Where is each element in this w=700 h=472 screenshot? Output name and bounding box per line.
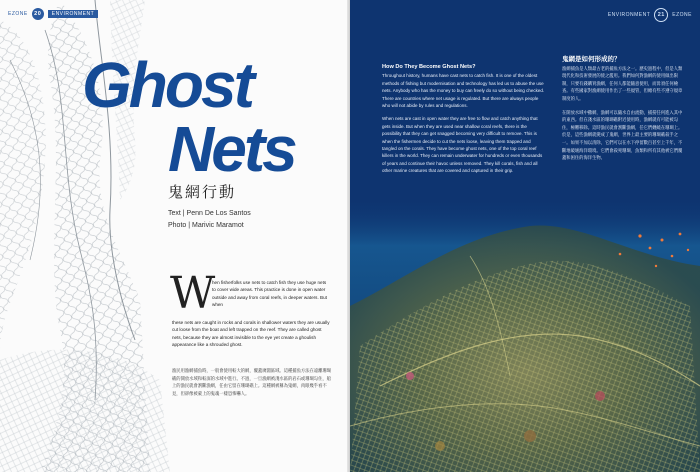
article-paragraph-chinese: 在開放水域中撒網，漁網可以隨水自由流動，捕撈任何進入其中的東西。但在淺水區的珊瑚礁附近使用時，漁網就有可能被勾住，極難移除。這時漁民就會割斷漁網，任它們纏繞在珊瑚上。於是，這些漁網就變成了鬼網，世界上最主要的珊瑚礁殺手之一。如果不加以清除，它們可以在水下停留數百甚至上千年，不斷地破壞海洋環境。它們會殺死珊瑚、魚類和所有其他被它們覆蓋和困住的海洋生物。: [562, 110, 683, 162]
page-number: 21: [654, 8, 668, 22]
intro-paragraph-chinese: 漁民用漁網捕魚時，一般會使用較大的網，覆蓋廣闊區域。這種捕魚方法在遠離珊瑚礁的開放水域和較深的水域中進行。不過，一旦漁網被淺水區的岩石或珊瑚勾住，船上的漁民就會割斷漁網，任由它留在珊瑚礁上。這種網被稱為鬼網，肉眼幾乎看不見，但卻像被蒙上的鬼魂一樣恐怖嚇人。: [172, 369, 331, 397]
text-credit: Text | Penn De Los Santos: [168, 210, 251, 217]
chinese-title: 鬼網行動: [168, 183, 237, 201]
article-paragraph: Throughout history, humans have cast nets to catch fish. It is one of the oldest methods of fishing but modernisation and technology has led us to abuse the use nets. Anybody who has the money to buy can freely do so without being checked. There are countries where net usage is regulated. But there are always people who will not abide by rules and regulations.: [382, 73, 545, 109]
section-label: ENVIRONMENT: [48, 10, 98, 18]
title-word-nets: Nets: [168, 113, 295, 185]
magazine-name: EZONE: [672, 12, 692, 18]
drop-cap: W: [170, 268, 216, 319]
left-running-header: [8, 8, 98, 20]
underwater-reef-photo: [350, 196, 700, 472]
english-article-column: [382, 64, 546, 181]
intro-paragraph-start: hen fisherfolks use nets to catch fish they use huge nets to cover wide areas. This practice is done in open water outside and away from coral reefs, in deeper waters. But when: [212, 280, 327, 308]
magazine-name: EZONE: [8, 11, 28, 17]
article-paragraph: When nets are cast in open water they are free to flow and catch anything that gets inside. But when they are used near shallow coral reefs, there is the possibility that they can get snagged becoming very difficult to remove. This is when the fishermen decide to cut the nets loose, leaving them trapped and tangled on the corals. They have become ghost nets, one of the top coral reef killers in the world. They can remain underwater for hundreds or even thousands of years and continue their havoc unless removed. They kill corals, fish and all other marine creatures that are covered and captured in their grip.: [382, 116, 543, 174]
intro-paragraph-continued: these nets are caught in rocks and corals in shallower waters they are usually cut loose from the boat and left trapped on the reef. They are called ghost nets, because they are almost invisible to the eye yet create a ghoulish appearance like a shrouded ghost.: [172, 320, 330, 348]
title-word-ghost: Ghost: [82, 49, 252, 121]
chinese-article-column: [562, 56, 684, 169]
article-subheading: How Do They Become Ghost Nets?: [382, 64, 476, 70]
right-running-header: [608, 8, 692, 22]
photo-credit: Photo | Marivic Maramot: [168, 222, 244, 229]
page-number: 20: [32, 8, 44, 20]
section-label: ENVIRONMENT: [607, 12, 651, 18]
article-paragraph-chinese: 漁網捕魚是人類最古老的捕魚方法之一。歷史過程中，但是人類現代化和技術發展的使之濫用。我們如何對漁網的使用做出限制，只要有錢購買漁網，任何人都能隨意使用，而毋須任何檢查。有些國家對漁網使用作出了一些規管，但總有些不遵守規章制度的人。: [562, 66, 683, 102]
article-subheading-chinese: 鬼網是如何形成的？: [562, 55, 621, 63]
